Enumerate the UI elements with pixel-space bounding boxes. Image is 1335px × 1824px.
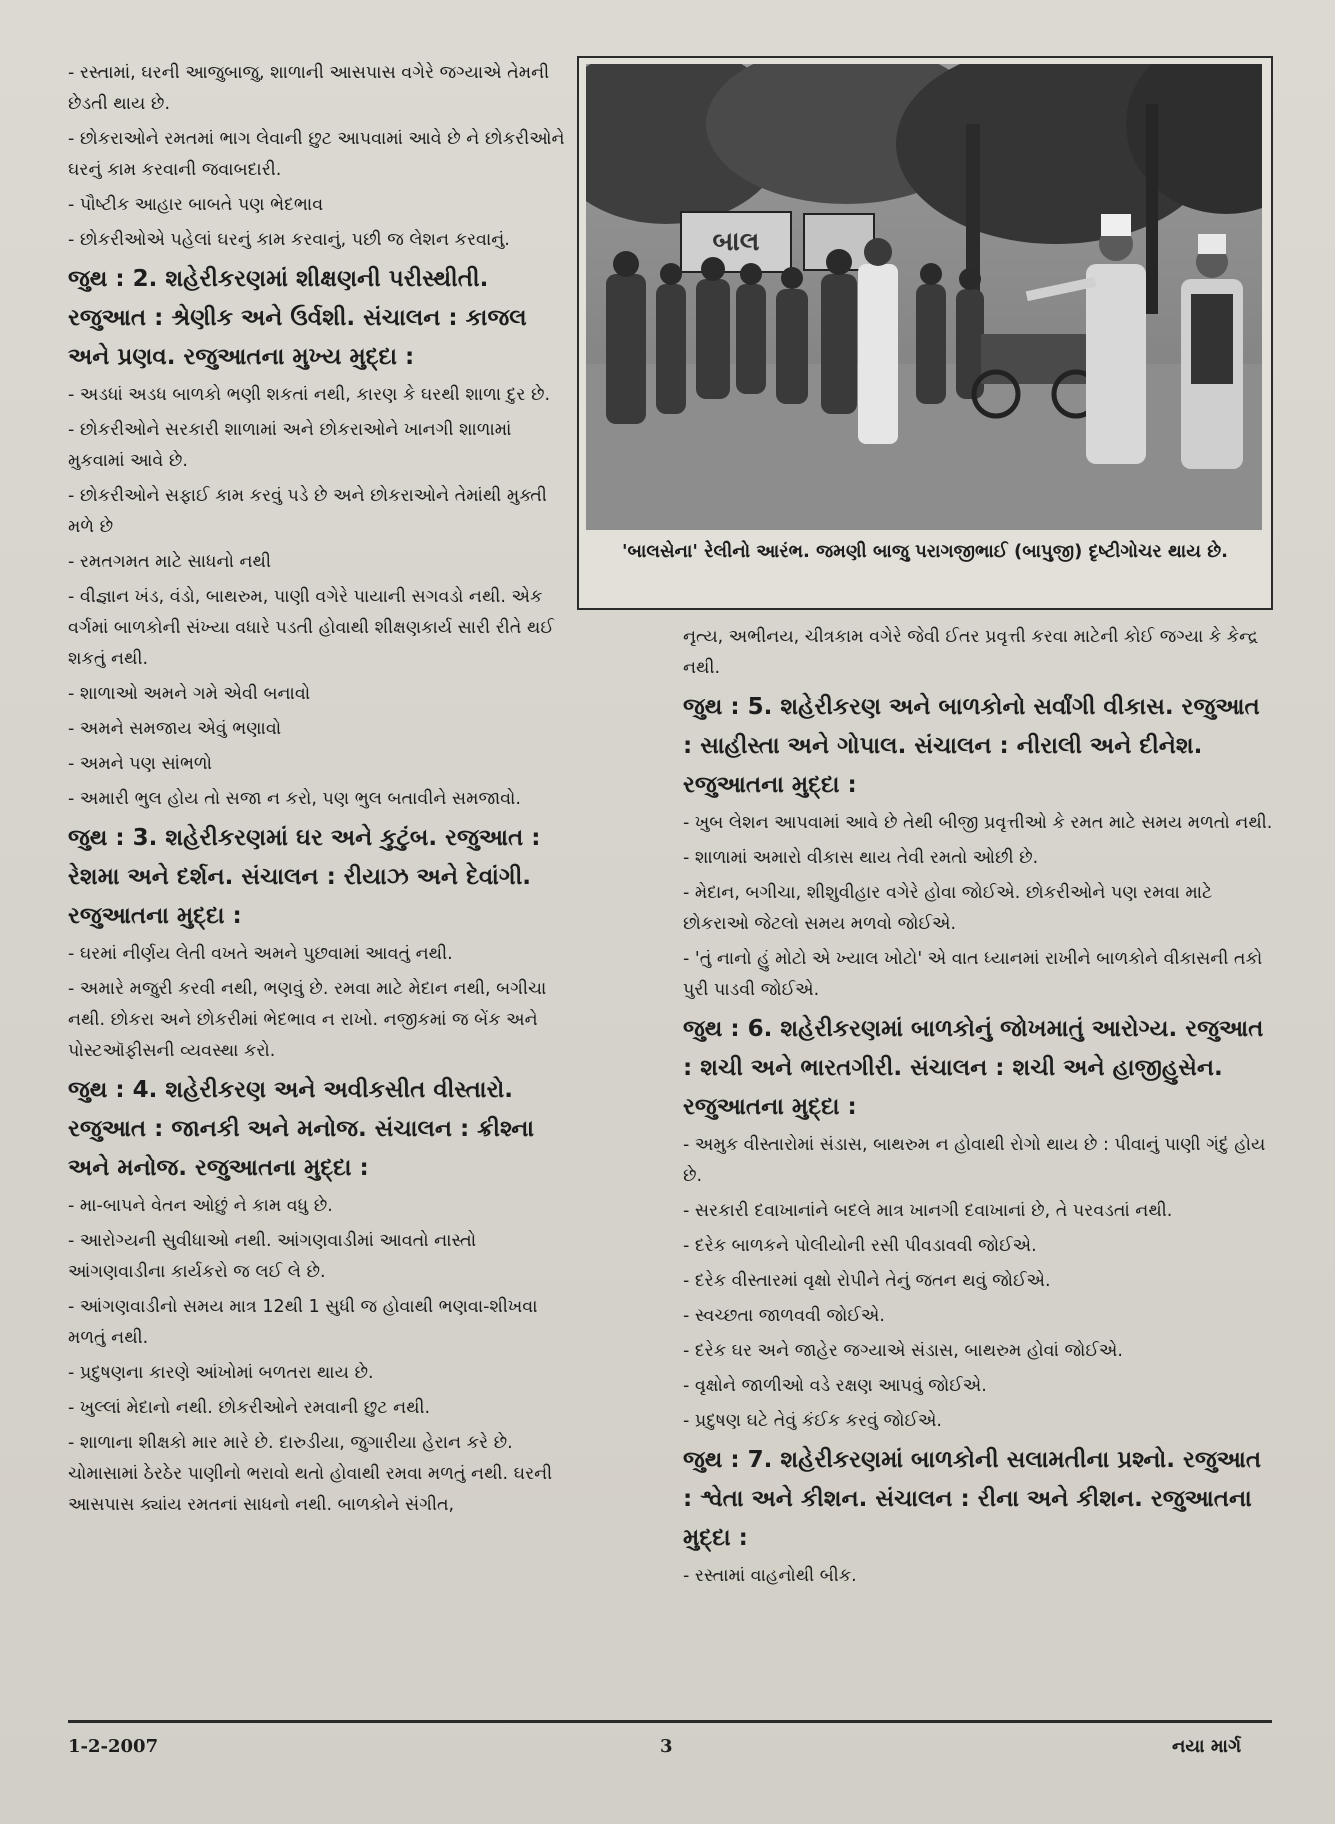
bullet-paragraph: - રસ્તામાં, ઘરની આજુબાજુ, શાળાની આસપાસ વગેરે જગ્યાએ તેમની છેડતી થાય છે. — [68, 63, 550, 114]
bullet-paragraph: - પૌષ્ટીક આહાર બાબતે પણ ભેદભાવ — [68, 195, 324, 215]
footer-rule — [68, 1720, 1272, 1723]
bullet-paragraph: - પ્રદુષણ ઘટે તેવું કંઈક કરવું જોઈએ. — [683, 1411, 942, 1431]
bullet-paragraph: - અમારી ભુલ હોય તો સજા ન કરો, પણ ભુલ બતાવીને સમજાવો. — [68, 789, 521, 809]
bullet-paragraph: - વૃક્ષોને જાળીઓ વડે રક્ષણ આપવું જોઈએ. — [683, 1376, 987, 1396]
bullet-paragraph: - અમને પણ સાંભળો — [68, 754, 212, 774]
bullet-paragraph: - છોકરીઓને સરકારી શાળામાં અને છોકરાઓને ખાનગી શાળામાં મુકવામાં આવે છે. — [68, 420, 512, 471]
bullet-paragraph: - આરોગ્યની સુવીધાઓ નથી. આંગણવાડીમાં આવતો નાસ્તો આંગણવાડીના કાર્યકરો જ લઈ લે છે. — [68, 1231, 477, 1282]
bullet-paragraph: - અમારે મજુરી કરવી નથી, ભણવું છે. રમવા માટે મેદાન નથી, બગીચા નથી. છોકરા અને છોકરીમાં ભેદભાવ ન રાખો. નજીકમાં જ બેંક અને પોસ્ટઑફીસની વ્યવસ્થા કરો. — [68, 979, 547, 1061]
bullet-paragraph: - ખુલ્લાં મેદાનો નથી. છોકરીઓને રમવાની છુટ નથી. — [68, 1398, 431, 1418]
bullet-paragraph: - રમતગમત માટે સાધનો નથી — [68, 552, 271, 572]
rally-photo-illustration — [586, 64, 1262, 530]
bullet-paragraph: - છોકરીઓએ પહેલાં ઘરનું કામ કરવાનું, પછી જ લેશન કરવાનું. — [68, 230, 510, 250]
bullet-paragraph: - શાળાના શીક્ષકો માર મારે છે. દારુડીયા, જુગારીયા હેરાન કરે છે. ચોમાસામાં ઠેરઠેર પાણીનો ભરાવો થતો હોવાથી રમવા મળતું નથી. ઘરની આસપાસ ક્યાંય રમતનાં સાધનો નથી. બાળકોને સંગીત, — [68, 1433, 553, 1515]
group-heading: જુથ : 4. શહેરીકરણ અને અવીકસીત વીસ્તારો. રજુઆત : જાનકી અને મનોજ. સંચાલન : ક્રીશ્ના અને મનોજ. રજુઆતના મુદ્દા : — [68, 1077, 534, 1181]
bullet-paragraph: - દરેક વીસ્તારમાં વૃક્ષો રોપીને તેનું જતન થવું જોઈએ. — [683, 1271, 1051, 1291]
bullet-paragraph: - આંગણવાડીનો સમય માત્ર 12થી 1 સુધી જ હોવાથી ભણવા-શીખવા મળતું નથી. — [68, 1297, 538, 1348]
bullet-paragraph: - વીજ્ઞાન ખંડ, વંડો, બાથરુમ, પાણી વગેરે પાયાની સગવડો નથી. એક વર્ગમાં બાળકોની સંખ્યા વધારે પડતી હોવાથી શીક્ષણકાર્ય સારી રીતે થઈ શકતું નથી. — [68, 587, 554, 669]
group-heading: જુથ : 3. શહેરીકરણમાં ઘર અને કુટુંબ. રજુઆત : રેશમા અને દર્શન. સંચાલન : રીયાઝ અને દેવાંગી. રજુઆતના મુદ્દા : — [68, 825, 541, 929]
bullet-paragraph: - અમને સમજાય એવું ભણાવો — [68, 719, 282, 739]
bullet-paragraph: - 'તું નાનો હું મોટો એ ખ્યાલ ખોટો' એ વાત ધ્યાનમાં રાખીને બાળકોને વીકાસની તકો પુરી પાડવી જોઈએ. — [683, 949, 1263, 1000]
bullet-paragraph: - દરેક ઘર અને જાહેર જગ્યાએ સંડાસ, બાથરુમ હોવાં જોઈએ. — [683, 1341, 1123, 1361]
bullet-paragraph: - મા-બાપને વેતન ઓછું ને કામ વધુ છે. — [68, 1196, 333, 1216]
bullet-paragraph: - શાળામાં અમારો વીકાસ થાય તેવી રમતો ઓછી છે. — [683, 848, 1039, 868]
bullet-paragraph: - પ્રદુષણના કારણે આંખોમાં બળતરા થાય છે. — [68, 1363, 374, 1383]
group-heading: જુથ : 7. શહેરીકરણમાં બાળકોની સલામતીના પ્રશ્નો. રજુઆત : શ્વેતા અને કીશન. સંચાલન : રીના અને કીશન. રજુઆતના મુદ્દા : — [683, 1447, 1262, 1551]
rally-photo — [586, 64, 1262, 530]
bullet-paragraph: - શાળાઓ અમને ગમે એવી બનાવો — [68, 684, 311, 704]
photo-caption: 'બાલસેના' રેલીનો આરંભ. જમણી બાજુ પરાગજીભાઈ (બાપુજી) દૃષ્ટીગોચર થાય છે. — [622, 541, 1228, 562]
group-heading: જુથ : 5. શહેરીકરણ અને બાળકોનો સર્વાંગી વીકાસ. રજુઆત : સાહીસ્તા અને ગોપાલ. સંચાલન : નીરાલી અને દીનેશ. રજુઆતના મુદ્દા : — [683, 694, 1260, 798]
bullet-paragraph: - દરેક બાળકને પોલીયોની રસી પીવડાવવી જોઈએ. — [683, 1236, 1037, 1256]
group-heading: જુથ : 6. શહેરીકરણમાં બાળકોનું જોખમાતું આરોગ્ય. રજુઆત : શચી અને ભારતગીરી. સંચાલન : શચી અને હાજીહુસેન. રજુઆતના મુદ્દા : — [683, 1016, 1264, 1120]
bullet-paragraph: - છોકરીઓને સફાઈ કામ કરવું પડે છે અને છોકરાઓને તેમાંથી મુક્તી મળે છે — [68, 486, 547, 537]
bullet-paragraph: - અડધાં અડધ બાળકો ભણી શકતાં નથી, કારણ કે ઘરથી શાળા દુર છે. — [68, 385, 551, 405]
left-column — [68, 58, 568, 1525]
bullet-paragraph: - રસ્તામાં વાહનોથી બીક. — [683, 1566, 857, 1586]
issue-date: 1-2-2007 — [68, 1736, 159, 1757]
right-column — [683, 622, 1273, 1596]
bullet-paragraph: - અમુક વીસ્તારોમાં સંડાસ, બાથરુમ ન હોવાથી રોગો થાય છે : પીવાનું પાણી ગંદું હોય છે. — [683, 1135, 1266, 1186]
bullet-paragraph: - છોકરાઓને રમતમાં ભાગ લેવાની છુટ આપવામાં આવે છે ને છોકરીઓને ઘરનું કામ કરવાની જવાબદારી. — [68, 129, 565, 180]
group-heading: જુથ : 2. શહેરીકરણમાં શીક્ષણની પરીસ્થીતી. રજુઆત : શ્રેણીક અને ઉર્વશી. સંચાલન : કાજલ અને પ્રણવ. રજુઆતના મુખ્ય મુદ્દા : — [68, 266, 527, 370]
photo-frame — [577, 56, 1273, 610]
bullet-paragraph: - સ્વચ્છતા જાળવવી જોઈએ. — [683, 1306, 885, 1326]
magazine-name: નયા માર્ગ — [1172, 1736, 1242, 1757]
bullet-paragraph: - સરકારી દવાખાનાંને બદલે માત્ર ખાનગી દવાખાનાં છે, તે પરવડતાં નથી. — [683, 1201, 1173, 1221]
bullet-paragraph: - ખુબ લેશન આપવામાં આવે છે તેથી બીજી પ્રવૃત્તીઓ કે રમત માટે સમય મળતો નથી. — [683, 813, 1273, 833]
page-number: 3 — [660, 1736, 673, 1757]
bullet-paragraph: નૃત્ય, અભીનય, ચીત્રકામ વગેરે જેવી ઈતર પ્રવૃત્તી કરવા માટેની કોઈ જગ્યા કે કેન્દ્ર નથી. — [683, 627, 1259, 678]
bullet-paragraph: - મેદાન, બગીચા, શીશુવીહાર વગેરે હોવા જોઈએ. છોકરીઓને પણ રમવા માટે છોકરાઓ જેટલો સમય મળવો જોઈએ. — [683, 883, 1213, 934]
banner-text: બાલ — [712, 227, 760, 257]
bullet-paragraph: - ઘરમાં નીર્ણય લેતી વખતે અમને પુછવામાં આવતું નથી. — [68, 944, 453, 964]
